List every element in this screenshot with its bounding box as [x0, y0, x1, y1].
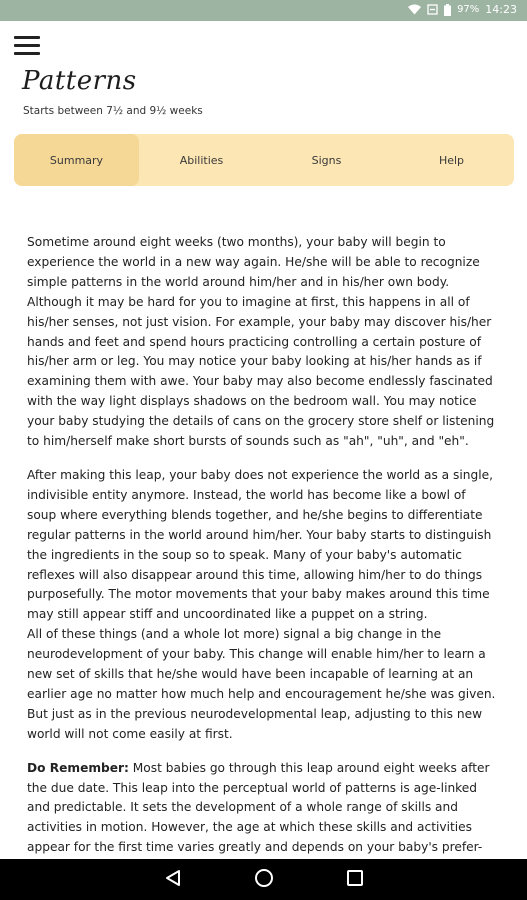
menu-icon[interactable] — [14, 36, 40, 56]
page-subtitle: Starts between 7½ and 9½ weeks — [23, 105, 203, 117]
wifi-icon — [408, 4, 421, 15]
paragraph-change: All of these things (and a whole lot more) signal a big change in the neurodevelopment of your baby. This change will enable him/her to learn a new set of skills that he/she would have been incapable of learning at an earlier age no matter how much help and encouragement he/she was given. But just as in the previous neurodevelopmental leap, adjusting to this new world will not come easily at first. — [27, 627, 496, 741]
remember-label: Do Remember: — [27, 760, 129, 775]
recents-icon[interactable] — [346, 869, 364, 891]
system-nav-bar — [0, 859, 527, 900]
paragraph-remember — [27, 759, 497, 857]
page-title: Patterns — [22, 66, 137, 96]
status-bar — [0, 0, 527, 21]
summary-content[interactable] — [27, 233, 497, 857]
status-time: 14:23 — [485, 3, 517, 16]
tab-help[interactable]: Help — [438, 153, 465, 167]
status-icons — [408, 3, 517, 16]
tab-bar — [14, 134, 514, 186]
notification-icon — [427, 4, 438, 15]
battery-icon — [444, 4, 451, 16]
remember-text: Most babies go through this leap around eight weeks after the due date. This leap into the perceptual world of patterns is age-linked and predictable. It sets the development of a whole range of skills and activities in motion. However, the age at which these skills and activities appear for the first time varies greatly and depends on your baby's prefer- — [27, 760, 490, 855]
tab-signs[interactable]: Signs — [311, 153, 342, 167]
tab-abilities[interactable]: Abilities — [179, 153, 224, 167]
battery-percent: 97% — [457, 4, 480, 15]
paragraph-after-leap: After making this leap, your baby does not experience the world as a single, indivisible entity anymore. Instead, the world has become like a bowl of soup where everything blends together, and he/she begins to differentiate regular patterns in the world around him/her. Your baby starts to distinguish the ingredients in the soup so to speak. Many of your baby's automatic reflexes will also disappear around this time, allowing him/her to do things purposefully. The motor movements that your baby makes around this time may still appear stiff and uncoordinated like a puppet on a string. — [27, 467, 493, 622]
back-icon[interactable] — [164, 869, 182, 891]
home-icon[interactable] — [254, 868, 274, 892]
paragraph-intro: Sometime around eight weeks (two months), your baby will begin to experience the world in a new way again. He/she will be able to recognize simple patterns in the world around him/her and in his/her own body. Although it may be hard for you to imagine at first, this happens in all of his/her senses, not just vision. For example, your baby may discover his/her hands and feet and spend hours practicing controlling a certain posture of his/her arm or leg. You may notice your baby looking at his/her hands as if examining them with awe. Your baby may also become endlessly fascinated with the way light displays shadows on the bedroom wall. You may notice your baby studying the details of cans on the grocery store shelf or listening to him/herself make short bursts of sounds such as "ah", "uh", and "eh". — [27, 235, 495, 449]
tab-summary[interactable]: Summary — [14, 134, 139, 186]
